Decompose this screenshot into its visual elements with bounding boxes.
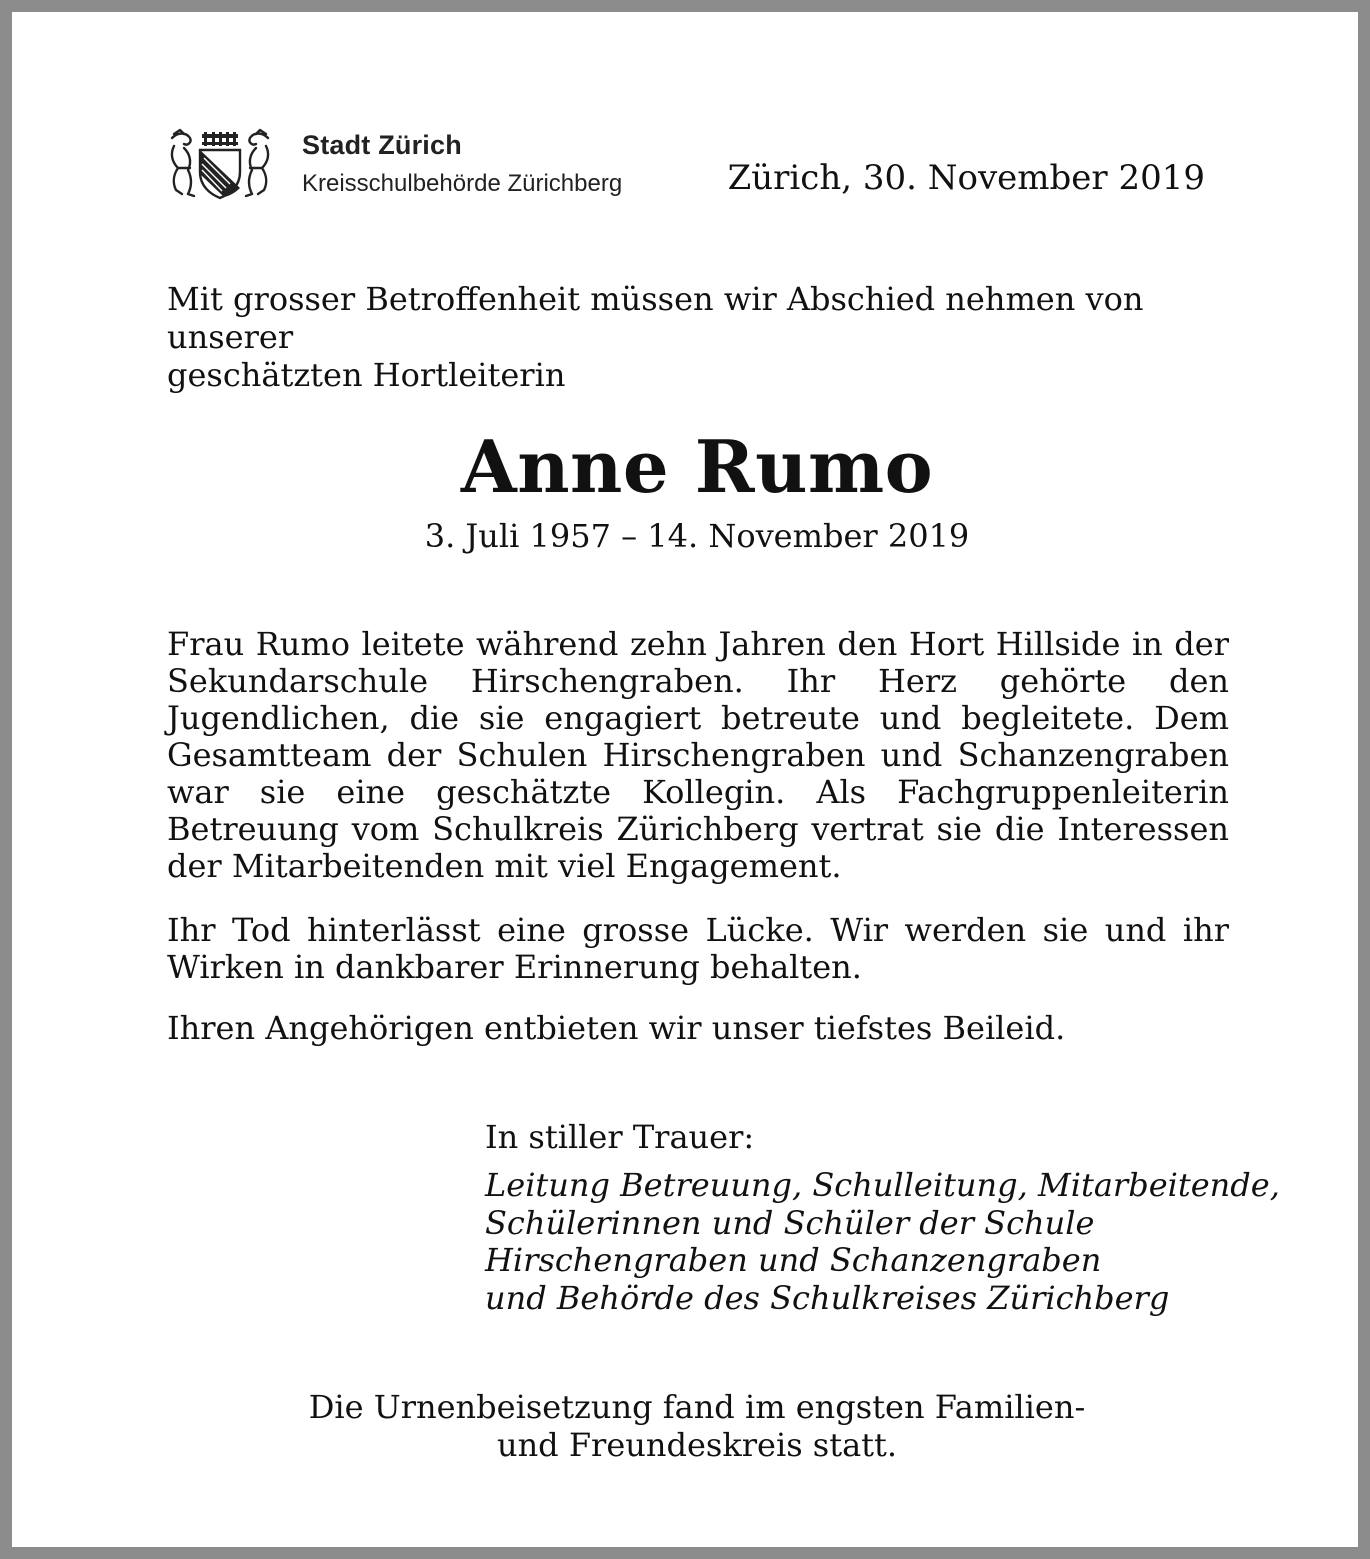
- intro-line: Mit grosser Betroffenheit müssen wir Abschied nehmen von unserer: [167, 280, 1144, 356]
- signature-line: Schülerinnen und Schüler der Schule: [485, 1203, 1095, 1242]
- signature-line: und Behörde des Schulkreises Zürichberg: [485, 1278, 1170, 1317]
- closing-line: Die Urnenbeisetzung fand im engsten Familien-: [308, 1388, 1086, 1426]
- signature-line: Leitung Betreuung, Schulleitung, Mitarbeitende,: [485, 1166, 1280, 1204]
- deceased-lifespan: 3. Juli 1957 – 14. November 2019: [424, 517, 970, 555]
- intro-line: geschätzten Hortleiterin: [167, 356, 566, 394]
- signature-block: [485, 1167, 1280, 1317]
- zurich-coat-of-arms-icon: [168, 128, 272, 200]
- signature-line: Hirschengraben und Schanzengraben: [485, 1241, 1102, 1279]
- body-paragraph: Ihr Tod hinterlässt eine grosse Lücke. Wir werden sie und ihr Wirken in dankbarer Erinnerung behalten.: [167, 911, 1229, 986]
- closing-line: und Freundeskreis statt.: [496, 1426, 898, 1464]
- intro-text: [167, 280, 1229, 394]
- mourning-heading: In stiller Trauer:: [485, 1118, 755, 1156]
- organization-name: Stadt Zürich: [302, 130, 462, 160]
- body-paragraph: Frau Rumo leitete während zehn Jahren den Hort Hillside in der Sekundarschule Hirschengraben. Ihr Herz gehörte den Jugendlichen, die sie engagiert betreute und begleitete. Dem Gesamtteam der Schulen Hirschengraben und Schanzengraben war sie eine geschätzte Kollegin. Als Fachgruppenleiterin Betreuung vom Schulkreis Zürichberg vertrat sie die Interessen der Mitarbeitenden mit viel Engagement.: [167, 625, 1229, 885]
- deceased-name: Anne Rumo: [460, 424, 934, 509]
- closing-note: [12, 1388, 1370, 1464]
- notice-date: Zürich, 30. November 2019: [727, 158, 1205, 198]
- organization-unit: Kreisschulbehörde Zürichberg: [302, 170, 623, 197]
- body-paragraph: Ihren Angehörigen entbieten wir unser tiefstes Beileid.: [167, 1009, 1066, 1047]
